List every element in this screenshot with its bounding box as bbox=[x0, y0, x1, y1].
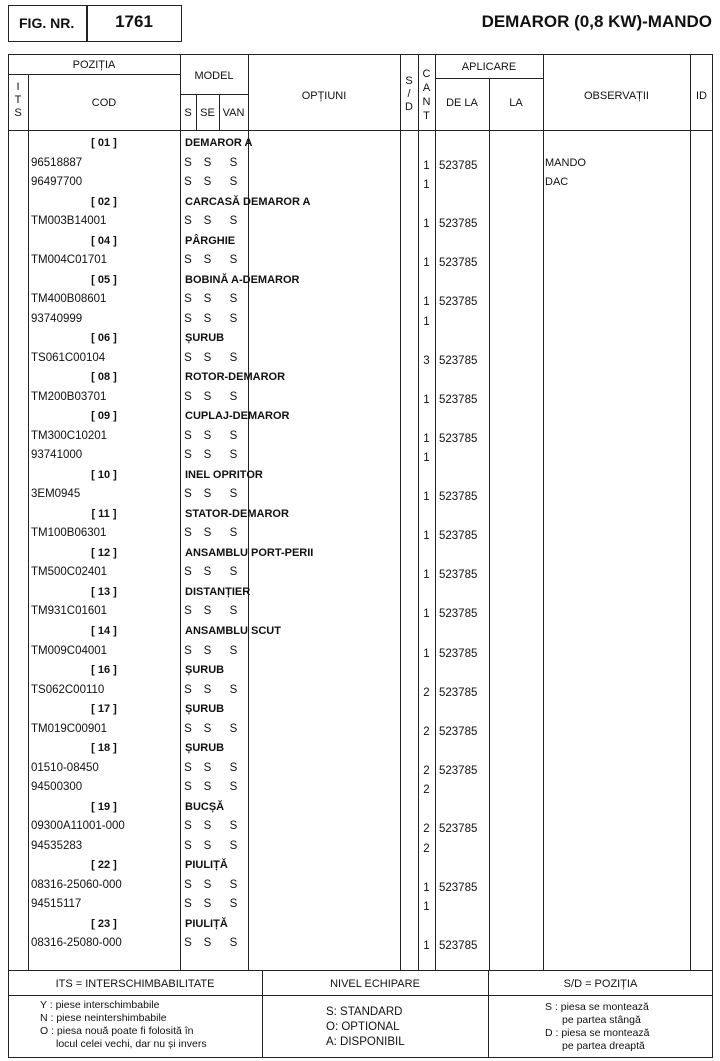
quantity: 3 bbox=[423, 354, 430, 367]
col-la: LA bbox=[509, 97, 523, 109]
model-van: S bbox=[229, 254, 238, 267]
col-pozitia: POZIȚIA bbox=[72, 59, 116, 71]
table-row bbox=[0, 448, 720, 468]
position-row bbox=[0, 234, 720, 254]
table-row bbox=[0, 897, 720, 917]
model-van: S bbox=[229, 820, 238, 833]
observatii: DAC bbox=[545, 176, 569, 189]
part-name: BOBINĂ A-DEMAROR bbox=[185, 273, 300, 286]
position-number: [ 12 ] bbox=[91, 546, 117, 559]
quantity: 2 bbox=[423, 764, 430, 777]
footer-top bbox=[8, 970, 713, 971]
model-s: S bbox=[184, 429, 192, 442]
model-van: S bbox=[229, 156, 238, 169]
position-row bbox=[0, 585, 720, 605]
part-name: PIULIȚĂ bbox=[185, 859, 228, 872]
model-s: S bbox=[184, 644, 192, 657]
model-se: S bbox=[203, 156, 212, 169]
table-row bbox=[0, 565, 720, 585]
model-se: S bbox=[203, 683, 212, 696]
quantity: 1 bbox=[423, 218, 430, 231]
part-code: TS061C00104 bbox=[31, 351, 106, 364]
quantity: 2 bbox=[423, 823, 430, 836]
footer-its-legend: Y : piese interschimbabile N : piese neintershimbabile O : piesa nouă poate fi folosită în locul celei vechi, dar nu și invers bbox=[40, 999, 207, 1050]
quantity: 1 bbox=[423, 530, 430, 543]
part-code: TM019C00901 bbox=[31, 722, 108, 735]
quantity: 1 bbox=[423, 901, 430, 914]
model-se: S bbox=[203, 254, 212, 267]
part-name: ROTOR-DEMAROR bbox=[185, 371, 286, 384]
table-row bbox=[0, 878, 720, 898]
part-code: 09300A11001-000 bbox=[31, 820, 125, 833]
model-van: S bbox=[229, 761, 238, 774]
col-id: ID bbox=[696, 90, 707, 102]
quantity: 1 bbox=[423, 315, 430, 328]
part-code: TM004C01701 bbox=[31, 254, 108, 267]
position-row bbox=[0, 468, 720, 488]
model-van: S bbox=[229, 644, 238, 657]
position-number: [ 02 ] bbox=[91, 195, 117, 208]
part-code: TM003B14001 bbox=[31, 215, 107, 228]
position-number: [ 11 ] bbox=[91, 507, 117, 520]
col-aplicare: APLICARE bbox=[461, 61, 517, 73]
quantity: 1 bbox=[423, 881, 430, 894]
table-row bbox=[0, 683, 720, 703]
position-number: [ 23 ] bbox=[91, 917, 117, 930]
quantity: 1 bbox=[423, 393, 430, 406]
model-van: S bbox=[229, 351, 238, 364]
part-code: 94515117 bbox=[31, 898, 82, 911]
part-name: ȘURUB bbox=[185, 703, 225, 716]
model-van: S bbox=[229, 898, 238, 911]
model-s: S bbox=[184, 488, 192, 501]
model-se: S bbox=[203, 312, 212, 325]
quantity: 1 bbox=[423, 608, 430, 621]
model-se: S bbox=[203, 566, 212, 579]
de-la: 523785 bbox=[439, 218, 478, 231]
model-se: S bbox=[203, 351, 212, 364]
de-la: 523785 bbox=[439, 393, 478, 406]
model-se: S bbox=[203, 488, 212, 501]
position-row bbox=[0, 741, 720, 761]
position-number: [ 17 ] bbox=[91, 703, 117, 716]
de-la: 523785 bbox=[439, 608, 478, 621]
model-se: S bbox=[203, 449, 212, 462]
de-la: 523785 bbox=[439, 881, 478, 894]
part-name: STATOR-DEMAROR bbox=[185, 507, 289, 520]
position-row bbox=[0, 370, 720, 390]
de-la: 523785 bbox=[439, 296, 478, 309]
position-number: [ 22 ] bbox=[91, 859, 117, 872]
table-row bbox=[0, 819, 720, 839]
model-van: S bbox=[229, 488, 238, 501]
part-code: 01510-08450 bbox=[31, 761, 99, 774]
position-number: [ 04 ] bbox=[91, 234, 117, 247]
part-name: ANSAMBLU PORT-PERII bbox=[185, 546, 314, 559]
position-row bbox=[0, 507, 720, 527]
position-row bbox=[0, 917, 720, 937]
table-row bbox=[0, 292, 720, 312]
model-s: S bbox=[184, 527, 192, 540]
table-row bbox=[0, 351, 720, 371]
position-number: [ 13 ] bbox=[91, 585, 117, 598]
model-s: S bbox=[184, 722, 192, 735]
model-se: S bbox=[203, 937, 212, 950]
quantity: 2 bbox=[423, 725, 430, 738]
model-se: S bbox=[203, 839, 212, 852]
de-la: 523785 bbox=[439, 569, 478, 582]
observatii: MANDO bbox=[545, 156, 586, 169]
model-s: S bbox=[184, 390, 192, 403]
table-row bbox=[0, 312, 720, 332]
model-van: S bbox=[229, 937, 238, 950]
position-number: [ 05 ] bbox=[91, 273, 117, 286]
model-se: S bbox=[203, 781, 212, 794]
part-code: TS062C00110 bbox=[31, 683, 105, 696]
model-se: S bbox=[203, 722, 212, 735]
model-se: S bbox=[203, 761, 212, 774]
model-se: S bbox=[203, 176, 212, 189]
position-row bbox=[0, 195, 720, 215]
de-la: 523785 bbox=[439, 159, 478, 172]
col-cod: COD bbox=[91, 97, 117, 109]
model-van: S bbox=[229, 390, 238, 403]
footer-its-title: ITS = INTERSCHIMBABILITATE bbox=[55, 978, 215, 990]
position-number: [ 09 ] bbox=[91, 410, 117, 423]
table-row bbox=[0, 722, 720, 742]
position-number: [ 10 ] bbox=[91, 468, 117, 481]
footer-nivel-legend: S: STANDARD O: OPTIONAL A: DISPONIBIL bbox=[326, 1006, 405, 1048]
model-s: S bbox=[184, 683, 192, 696]
table-row bbox=[0, 175, 720, 195]
model-se: S bbox=[203, 527, 212, 540]
model-s: S bbox=[184, 761, 192, 774]
part-code: TM009C04001 bbox=[31, 644, 108, 657]
col-model-se: SE bbox=[200, 107, 215, 119]
position-row bbox=[0, 663, 720, 683]
model-se: S bbox=[203, 605, 212, 618]
model-van: S bbox=[229, 215, 238, 228]
part-name: PÂRGHIE bbox=[185, 234, 236, 247]
table-row bbox=[0, 390, 720, 410]
model-van: S bbox=[229, 722, 238, 735]
table-row bbox=[0, 839, 720, 859]
fig-number: 1761 bbox=[115, 12, 153, 31]
part-name: CUPLAJ-DEMAROR bbox=[185, 410, 290, 423]
quantity: 1 bbox=[423, 296, 430, 309]
quantity: 1 bbox=[423, 940, 430, 953]
position-number: [ 06 ] bbox=[91, 332, 117, 345]
table-row bbox=[0, 761, 720, 781]
footer-sd-legend: S : piesa se montează pe partea stângă D : piesa se montează pe partea dreaptă bbox=[545, 1001, 650, 1052]
model-s: S bbox=[184, 293, 192, 306]
de-la: 523785 bbox=[439, 647, 478, 660]
de-la: 523785 bbox=[439, 940, 478, 953]
model-s: S bbox=[184, 566, 192, 579]
part-code: TM300C10201 bbox=[31, 429, 108, 442]
table-row bbox=[0, 604, 720, 624]
part-code: 94500300 bbox=[31, 781, 83, 794]
position-row bbox=[0, 702, 720, 722]
model-van: S bbox=[229, 449, 238, 462]
col-model-s: S bbox=[184, 107, 192, 119]
model-van: S bbox=[229, 878, 238, 891]
model-van: S bbox=[229, 429, 238, 442]
position-row bbox=[0, 409, 720, 429]
table-row bbox=[0, 487, 720, 507]
model-s: S bbox=[184, 312, 192, 325]
model-se: S bbox=[203, 820, 212, 833]
col-cant: C A N T bbox=[422, 68, 431, 122]
de-la: 523785 bbox=[439, 686, 478, 699]
table-row bbox=[0, 936, 720, 956]
quantity: 1 bbox=[423, 569, 430, 582]
model-van: S bbox=[229, 605, 238, 618]
page-title: DEMAROR (0,8 KW)-MANDO bbox=[481, 12, 712, 31]
part-code: 94535283 bbox=[31, 839, 83, 852]
model-van: S bbox=[229, 527, 238, 540]
model-van: S bbox=[229, 781, 238, 794]
part-code: 93740999 bbox=[31, 312, 83, 325]
part-code: TM400B08601 bbox=[31, 293, 107, 306]
fig-label: FIG. NR. bbox=[19, 15, 75, 31]
quantity: 1 bbox=[423, 647, 430, 660]
model-s: S bbox=[184, 605, 192, 618]
model-se: S bbox=[203, 429, 212, 442]
part-name: DISTANȚIER bbox=[185, 585, 251, 598]
part-name: PIULIȚĂ bbox=[185, 917, 228, 930]
model-s: S bbox=[184, 820, 192, 833]
footer-sd-title: S/D = POZIȚIA bbox=[563, 978, 638, 990]
model-se: S bbox=[203, 293, 212, 306]
part-name: ȘURUB bbox=[185, 332, 225, 345]
part-code: 96497700 bbox=[31, 176, 83, 189]
position-number: [ 14 ] bbox=[91, 625, 117, 637]
position-row bbox=[0, 273, 720, 293]
de-la: 523785 bbox=[439, 257, 478, 270]
position-row bbox=[0, 858, 720, 878]
model-van: S bbox=[229, 293, 238, 306]
part-name: BUCȘĂ bbox=[185, 800, 225, 813]
col-observatii: OBSERVAȚII bbox=[583, 90, 649, 102]
position-number: [ 08 ] bbox=[91, 371, 117, 384]
table-row bbox=[0, 526, 720, 546]
quantity: 1 bbox=[423, 432, 430, 445]
position-row bbox=[0, 546, 720, 566]
quantity: 2 bbox=[423, 784, 430, 797]
model-se: S bbox=[203, 898, 212, 911]
model-s: S bbox=[184, 937, 192, 950]
part-code: 93741000 bbox=[31, 449, 83, 462]
quantity: 2 bbox=[423, 686, 430, 699]
model-van: S bbox=[229, 312, 238, 325]
table-row bbox=[0, 644, 720, 664]
model-se: S bbox=[203, 390, 212, 403]
de-la: 523785 bbox=[439, 530, 478, 543]
col-model: MODEL bbox=[194, 70, 234, 82]
de-la: 523785 bbox=[439, 432, 478, 445]
model-van: S bbox=[229, 683, 238, 696]
model-se: S bbox=[203, 878, 212, 891]
model-s: S bbox=[184, 215, 192, 228]
model-se: S bbox=[203, 644, 212, 657]
table-header-bottom bbox=[8, 130, 713, 131]
model-s: S bbox=[184, 176, 192, 189]
part-name: CARCASĂ DEMAROR A bbox=[185, 195, 311, 208]
position-number: [ 19 ] bbox=[91, 800, 117, 813]
quantity: 1 bbox=[423, 179, 430, 192]
table-row bbox=[0, 214, 720, 234]
table-row bbox=[0, 429, 720, 449]
position-row bbox=[0, 331, 720, 351]
model-s: S bbox=[184, 898, 192, 911]
de-la: 523785 bbox=[439, 354, 478, 367]
part-code: TM931C01601 bbox=[31, 605, 108, 618]
position-row bbox=[0, 800, 720, 820]
model-s: S bbox=[184, 781, 192, 794]
de-la: 523785 bbox=[439, 764, 478, 777]
model-van: S bbox=[229, 176, 238, 189]
part-code: 3EM0945 bbox=[31, 488, 81, 501]
col-optiuni: OPȚIUNI bbox=[301, 90, 347, 102]
position-number: [ 18 ] bbox=[91, 742, 117, 755]
model-s: S bbox=[184, 254, 192, 267]
col-its: I T S bbox=[14, 81, 22, 119]
part-code: TM100B06301 bbox=[31, 527, 107, 540]
col-model-van: VAN bbox=[222, 107, 245, 119]
model-s: S bbox=[184, 449, 192, 462]
col-de-la: DE LA bbox=[446, 97, 478, 109]
position-number: [ 01 ] bbox=[91, 137, 117, 149]
part-name: ȘURUB bbox=[185, 664, 225, 677]
table-row bbox=[0, 156, 720, 176]
quantity: 1 bbox=[423, 159, 430, 172]
part-name: DEMAROR A bbox=[185, 137, 253, 149]
quantity: 2 bbox=[423, 842, 430, 855]
de-la: 523785 bbox=[439, 725, 478, 738]
part-name: ANSAMBLU SCUT bbox=[185, 625, 281, 637]
model-se: S bbox=[203, 215, 212, 228]
part-code: 08316-25080-000 bbox=[31, 937, 122, 950]
part-code: 96518887 bbox=[31, 156, 83, 169]
model-van: S bbox=[229, 839, 238, 852]
model-s: S bbox=[184, 878, 192, 891]
model-s: S bbox=[184, 839, 192, 852]
position-number: [ 16 ] bbox=[91, 664, 117, 677]
model-s: S bbox=[184, 351, 192, 364]
position-row bbox=[0, 136, 720, 156]
de-la: 523785 bbox=[439, 823, 478, 836]
quantity: 1 bbox=[423, 491, 430, 504]
table-row bbox=[0, 253, 720, 273]
position-row bbox=[0, 624, 720, 644]
quantity: 1 bbox=[423, 452, 430, 465]
model-van: S bbox=[229, 566, 238, 579]
part-name: ȘURUB bbox=[185, 742, 225, 755]
model-s: S bbox=[184, 156, 192, 169]
part-code: 08316-25060-000 bbox=[31, 878, 122, 891]
footer-nivel-title: NIVEL ECHIPARE bbox=[330, 978, 420, 990]
part-code: TM500C02401 bbox=[31, 566, 108, 579]
col-sd: S / D bbox=[405, 75, 413, 113]
part-name: INEL OPRITOR bbox=[185, 468, 263, 481]
table-row bbox=[0, 780, 720, 800]
quantity: 1 bbox=[423, 257, 430, 270]
de-la: 523785 bbox=[439, 491, 478, 504]
part-code: TM200B03701 bbox=[31, 390, 107, 403]
